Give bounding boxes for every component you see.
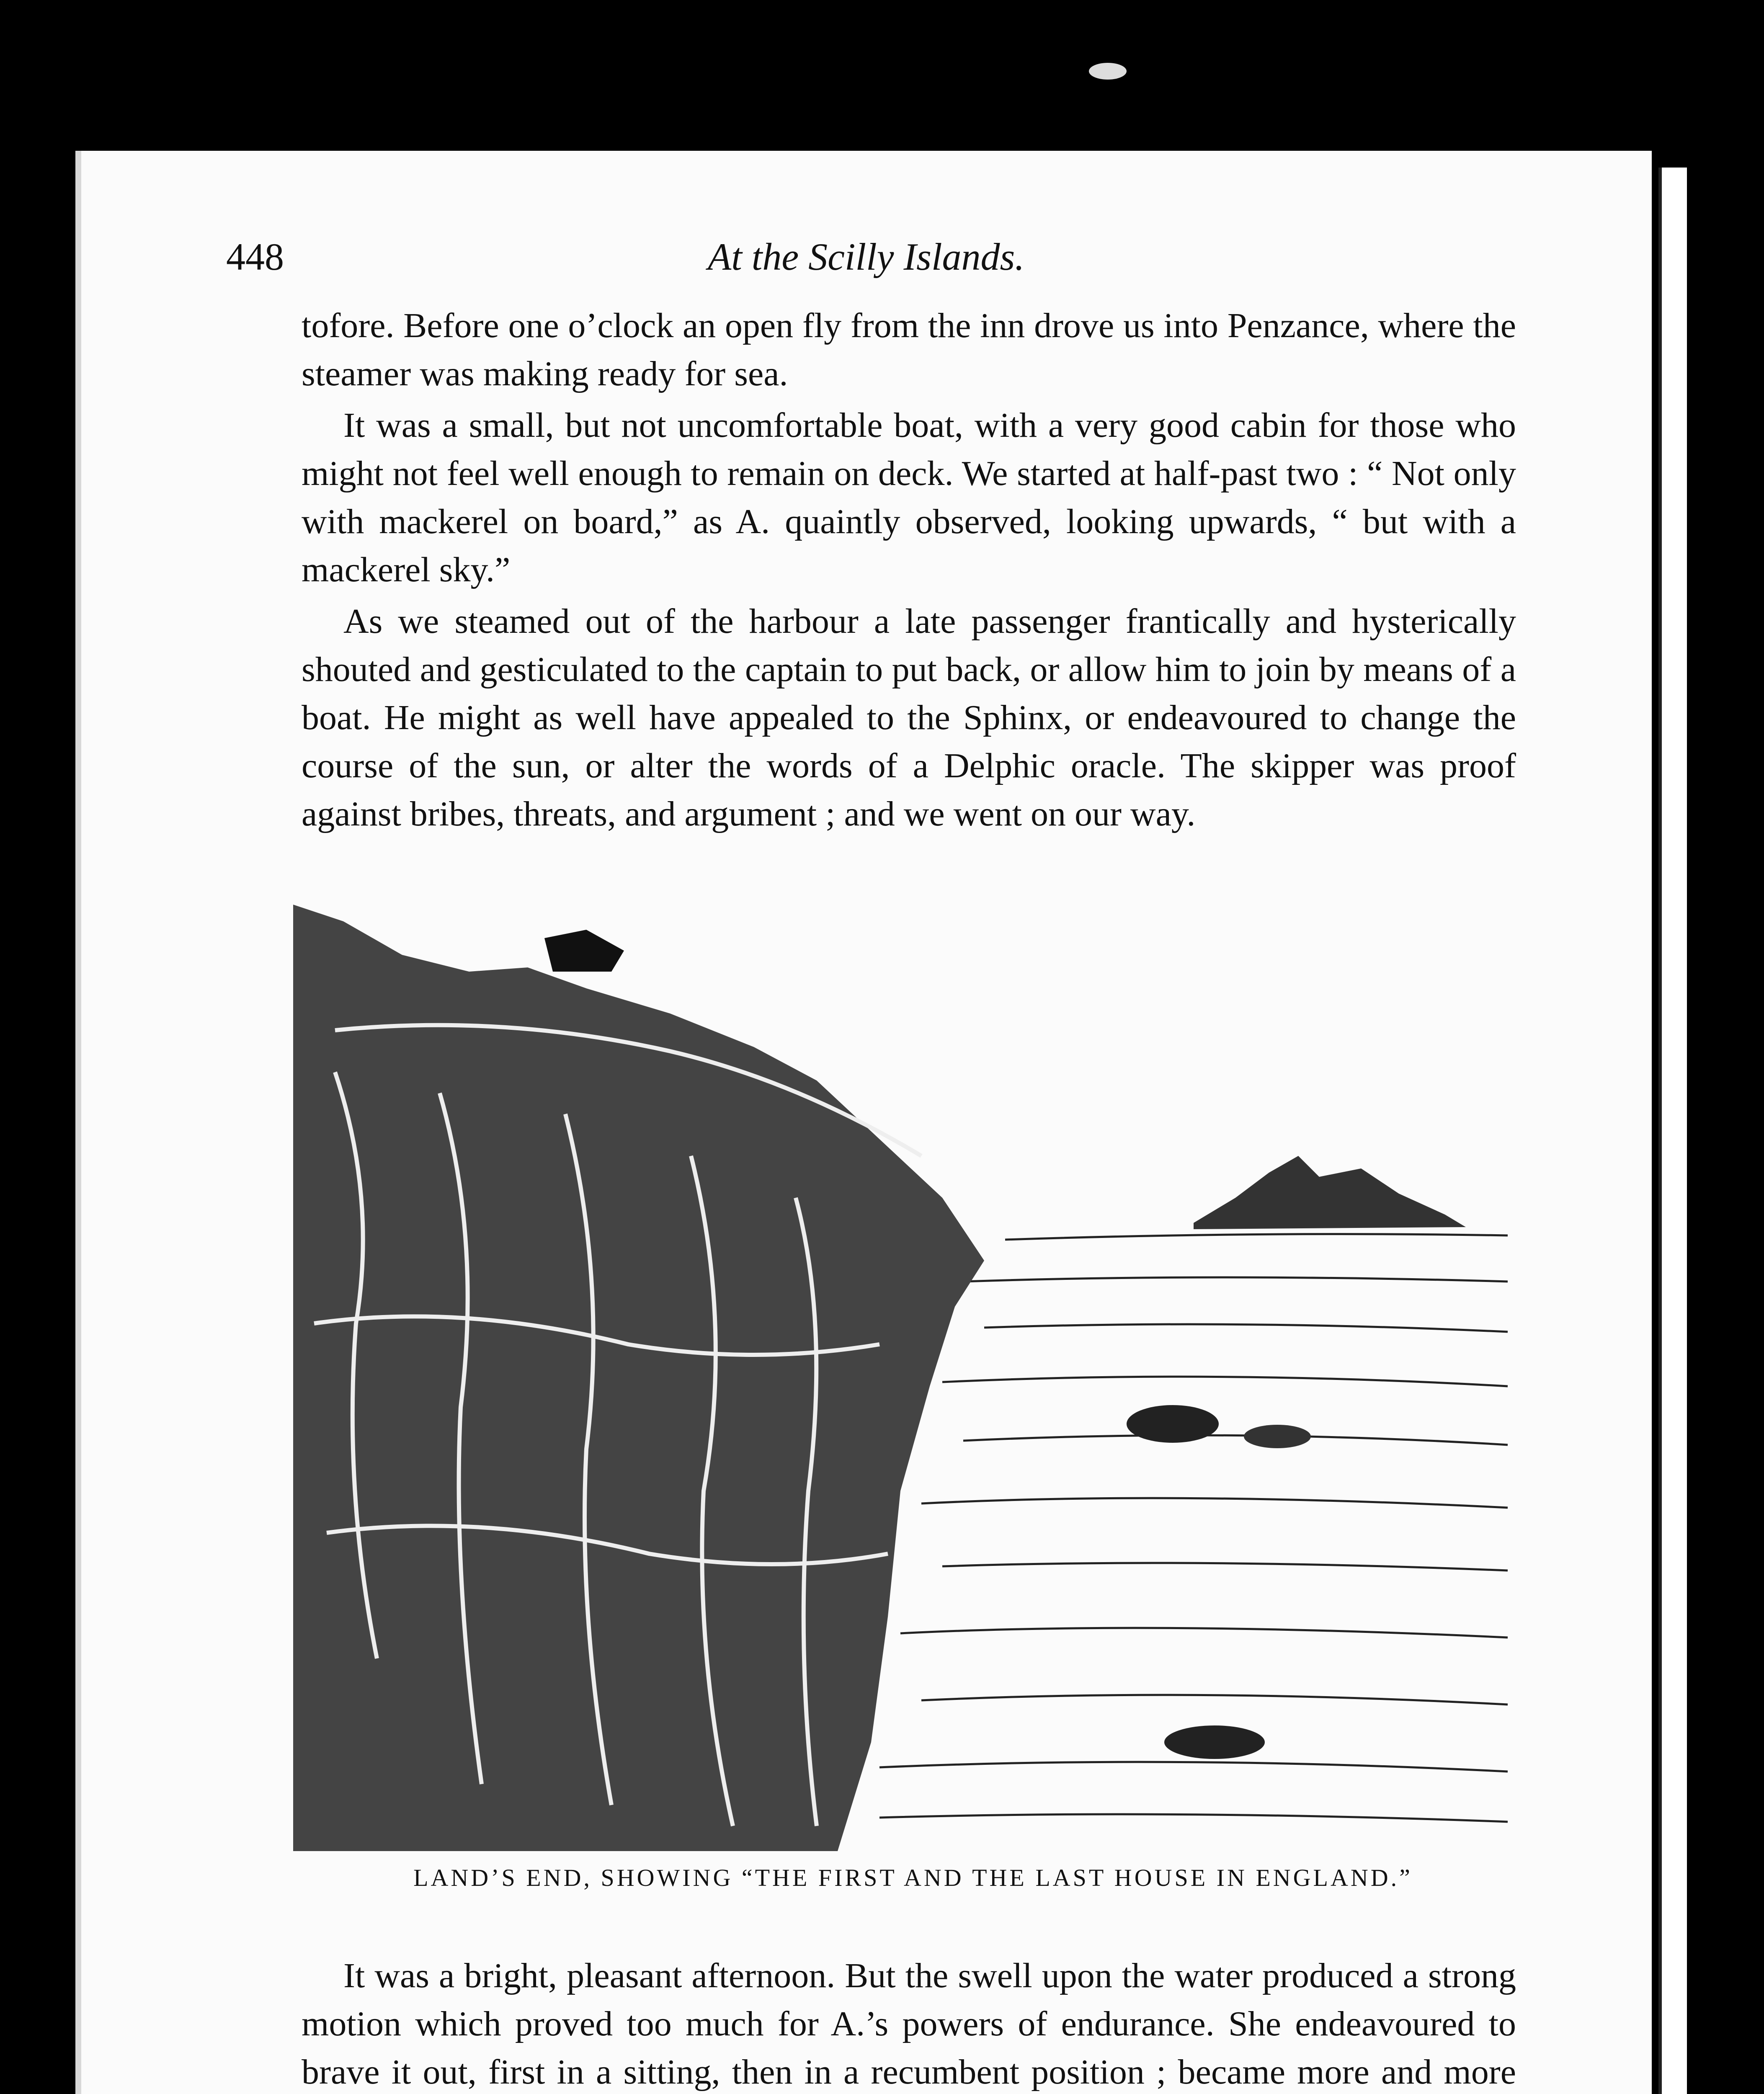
body-text-bottom — [302, 1952, 1516, 2094]
running-title: At the Scilly Islands. — [708, 235, 1025, 278]
body-text-top — [302, 302, 1516, 841]
next-page-edge — [1658, 168, 1687, 2094]
page-header — [226, 226, 1533, 285]
paragraph: It was a small, but not uncomfortable boat, with a very good cabin for those who might not feel well enough to remain on deck. We started at half-past two : “ Not only with mackerel on board,” as A. quaintly observed, looking upwards, “ but with a mackerel sky.” — [302, 406, 1516, 589]
page-number: 448 — [226, 235, 284, 278]
lands-end-engraving — [293, 905, 1533, 1851]
paragraph: tofore. Before one o’clock an open fly from the inn drove us into Penzance, where the steamer was making ready for sea. — [302, 306, 1516, 393]
paragraph: As we steamed out of the harbour a late passenger frantically and hysterically shouted and gesticulated to the captain to put back, or allow him to join by means of a boat. He might as well have appealed to the Sphinx, or endeavoured to change the course of the sun, or alter the words of a Delphic oracle. The skipper was proof against bribes, threats, and argument ; and we went on our way. — [302, 602, 1516, 833]
scan-speck — [1089, 63, 1127, 80]
illustration-caption: LAND’S END, SHOWING “THE FIRST AND THE LAST HOUSE IN ENGLAND.” — [413, 1864, 1413, 1891]
paragraph: It was a bright, pleasant afternoon. But the swell upon the water produced a strong motion which proved too much for A.’s powers of endurance. She endeavoured to brave it out, first in a sitting, then in a recumbent position ; became more and more — [302, 1956, 1516, 2091]
